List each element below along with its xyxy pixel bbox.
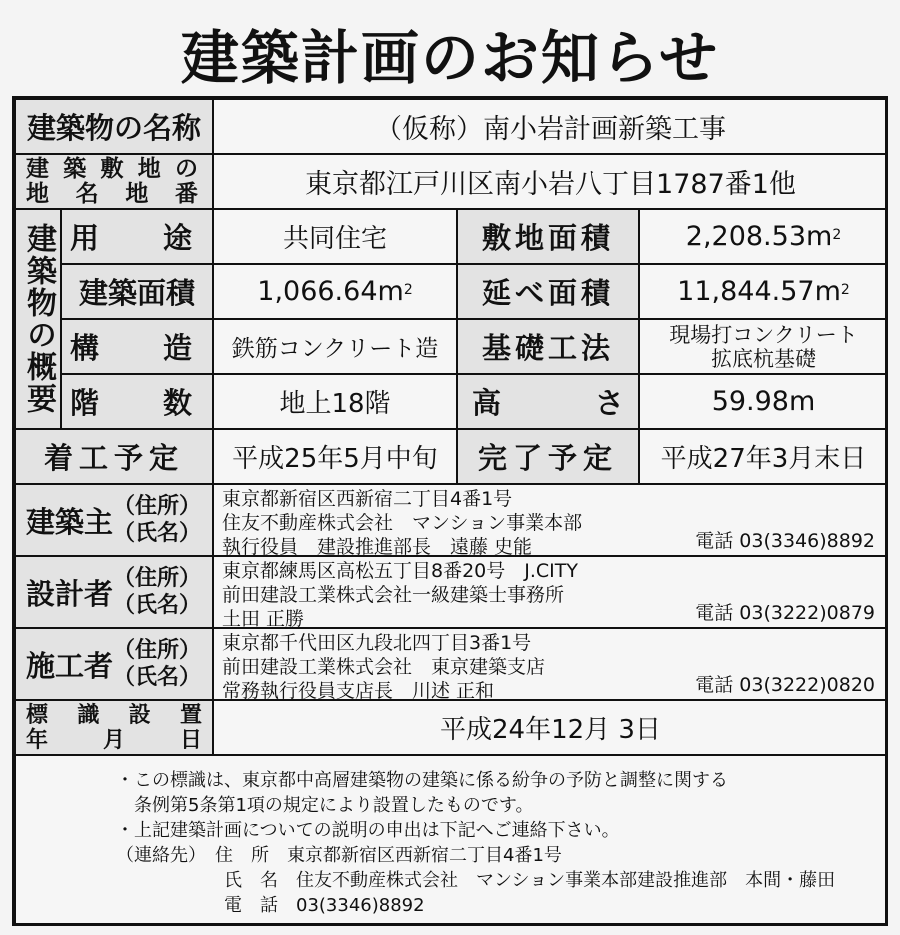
designer-company: 前田建設工業株式会社一級建築士事務所 (222, 584, 565, 606)
structure-label: 構造 (61, 319, 213, 374)
site-area-value: 2,208.53m $^2$ (639, 209, 888, 264)
height-label: 高さ (457, 374, 639, 429)
owner-representative: 執行役員 建設推進部長 遠藤 史能 (222, 536, 533, 558)
contact-name: 氏 名 住友不動産株式会社 マンション事業本部建設推進部 本間・藤田 (116, 870, 836, 891)
notes-section (15, 755, 888, 926)
site-address-value: 東京都江戸川区南小岩八丁目1787番1他 (213, 154, 888, 209)
start-label: 着工予定 (15, 429, 213, 484)
designer-address: 東京都練馬区高松五丁目8番20号 J.CITY (222, 560, 578, 582)
contractor-phone: 電話 03(3222)0820 (695, 674, 875, 696)
site-address-label-line1: 建築敷地の (26, 155, 202, 182)
use-value: 共同住宅 (213, 209, 457, 264)
owner-company: 住友不動産株式会社 マンション事業本部 (222, 512, 583, 534)
notice-table (12, 96, 888, 926)
site-address-label-line2: 地名地番 (26, 180, 202, 207)
foundation-value: 現場打コンクリート 拡底杭基礎 (639, 319, 888, 374)
site-area-label: 敷地面積 (457, 209, 639, 264)
finish-value: 平成27年3月末日 (639, 429, 888, 484)
structure-value: 鉄筋コンクリート造 (213, 319, 457, 374)
building-area-value: 1,066.64m $^2$ (213, 264, 457, 319)
floors-value: 地上18階 (213, 374, 457, 429)
contractor-representative: 常務執行役員支店長 川述 正和 (222, 680, 495, 702)
floor-area-label: 延べ面積 (457, 264, 639, 319)
finish-label: 完了予定 (457, 429, 639, 484)
outline-label: 建築物の概要 (15, 209, 61, 429)
building-area-label: 建築面積 (61, 264, 213, 319)
building-name-value: （仮称）南小岩計画新築工事 (213, 99, 888, 154)
floor-area-value: 11,844.57m $^2$ (639, 264, 888, 319)
owner-address: 東京都新宿区西新宿二丁目4番1号 (222, 488, 513, 510)
designer-phone: 電話 03(3222)0879 (695, 602, 875, 624)
contractor-label: 施工者 （住所） （氏名） (15, 628, 213, 700)
notice-title: 建築計画のお知らせ (180, 23, 720, 92)
building-name-label: 建築物の名称 (15, 99, 213, 154)
contractor-company: 前田建設工業株式会社 東京建築支店 (222, 656, 546, 678)
site-address-label (15, 154, 213, 209)
start-value: 平成25年5月中旬 (213, 429, 457, 484)
posted-date-value: 平成24年12月 3日 (213, 700, 888, 755)
use-label: 用途 (61, 209, 213, 264)
contractor-address: 東京都千代田区九段北四丁目3番1号 (222, 632, 532, 654)
owner-details (213, 484, 888, 556)
note-line-3: ・上記建築計画についての説明の申出は下記へご連絡下さい。 (116, 820, 620, 841)
floors-label: 階数 (61, 374, 213, 429)
height-value: 59.98m (639, 374, 888, 429)
designer-label: 設計者 （住所） （氏名） (15, 556, 213, 628)
contact-address: （連絡先） 住 所 東京都新宿区西新宿二丁目4番1号 (116, 845, 562, 866)
foundation-label: 基礎工法 (457, 319, 639, 374)
designer-representative: 土田 正勝 (222, 608, 305, 630)
posted-date-label: 標識設置 年月日 (15, 700, 213, 755)
contractor-details (213, 628, 888, 700)
designer-details (213, 556, 888, 628)
contact-phone: 電 話 03(3346)8892 (116, 895, 425, 916)
note-line-2: 条例第5条第1項の規定により設置したものです。 (116, 795, 534, 816)
owner-label: 建築主 （住所） （氏名） (15, 484, 213, 556)
owner-phone: 電話 03(3346)8892 (695, 530, 875, 552)
note-line-1: ・この標識は、東京都中高層建築物の建築に係る紛争の予防と調整に関する (116, 770, 728, 791)
